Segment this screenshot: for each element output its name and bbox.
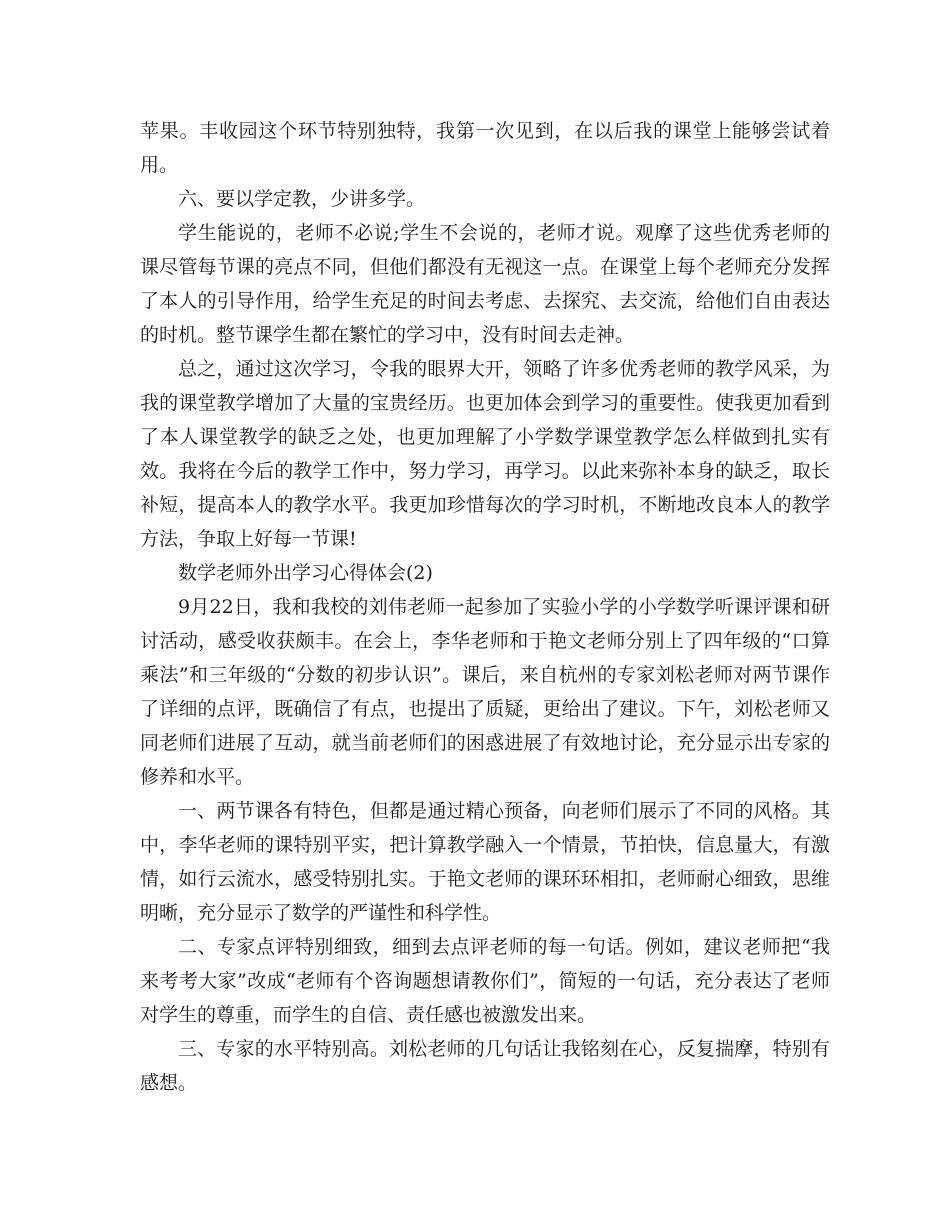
paragraph-point-two: 二、专家点评特别细致，细到去点评老师的每一句话。例如，建议老师把“我来考考大家”改成“老师有个咨询题想请教你们”，简短的一句话，充分表达了老师对学生的尊重，而学生的自信、责任感也被激发出来。	[140, 936, 830, 1026]
section-heading-six: 六、要以学定教，少讲多学。	[178, 188, 426, 210]
document-body	[140, 114, 830, 1100]
paragraph-event-intro: 9月22日，我和我校的刘伟老师一起参加了实验小学的小学数学听课评课和研讨活动，感受收获颇丰。在会上，李华老师和于艳文老师分别上了四年级的“口算乘法”和三年级的“分数的初步认识”。课后，来自杭州的专家刘松老师对两节课作了详细的点评，既确信了有点，也提出了质疑，更给出了建议。下午，刘松老师又同老师们进展了互动，就当前老师们的困惑进展了有效地讨论，充分显示出专家的修养和水平。	[140, 596, 830, 788]
article-subtitle: 数学老师外出学习心得体会(2)	[178, 562, 433, 584]
paragraph-continuation: 苹果。丰收园这个环节特别独特，我第一次见到，在以后我的课堂上能够尝试着用。	[140, 120, 830, 176]
paragraph-summary: 总之，通过这次学习，令我的眼界大开，领略了许多优秀老师的教学风采，为我的课堂教学增加了大量的宝贵经历。也更加体会到学习的重要性。使我更加看到了本人课堂教学的缺乏之处，也更加理解了小学数学课堂教学怎么样做到扎实有效。我将在今后的教学工作中，努力学习，再学习。以此来弥补本身的缺乏，取长补短，提高本人的教学水平。我更加珍惜每次的学习时机，不断地改良本人的教学方法，争取上好每一节课!	[140, 358, 830, 550]
paragraph-student-centered: 学生能说的，老师不必说;学生不会说的，老师才说。观摩了这些优秀老师的课尽管每节课的亮点不同，但他们都没有无视这一点。在课堂上每个老师充分发挥了本人的引导作用，给学生充足的时间去考虑、去探究、去交流，给他们自由表达的时机。整节课学生都在繁忙的学习中，没有时间去走神。	[140, 222, 830, 346]
paragraph-point-one: 一、两节课各有特色，但都是通过精心预备，向老师们展示了不同的风格。其中，李华老师的课特别平实，把计算教学融入一个情景，节拍快，信息量大，有激情，如行云流水，感受特别扎实。于艳文老师的课环环相扣，老师耐心细致，思维明晰，充分显示了数学的严谨性和科学性。	[140, 800, 830, 924]
paragraph-point-three: 三、专家的水平特别高。刘松老师的几句话让我铭刻在心，反复揣摩，特别有感想。	[140, 1038, 830, 1094]
